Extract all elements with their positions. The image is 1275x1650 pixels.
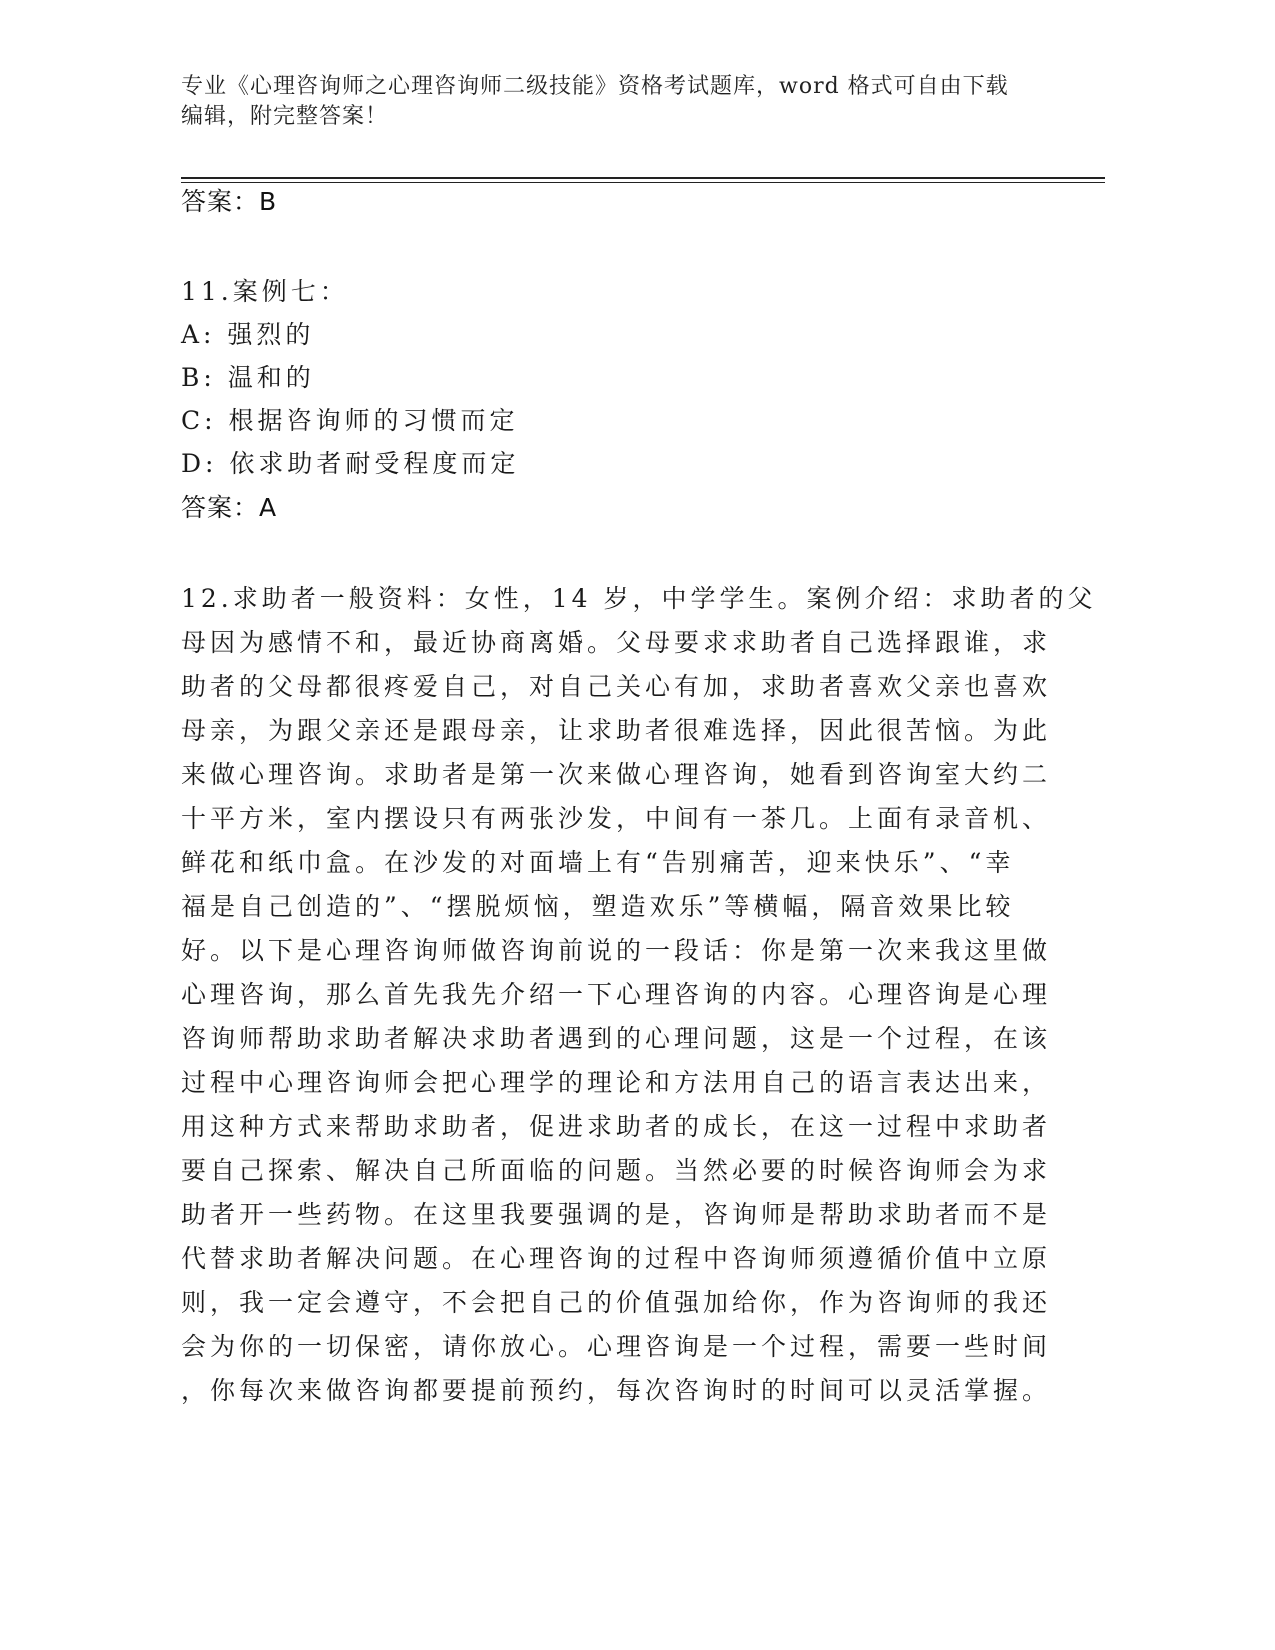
question-12-line: 咨询师帮助求助者解决求助者遇到的心理问题，这是一个过程，在该 bbox=[181, 1024, 1052, 1053]
question-11-option-a: A: 强烈的 bbox=[181, 320, 315, 349]
header-divider-thin bbox=[181, 182, 1105, 183]
header-line-2: 编辑，附完整答案！ bbox=[181, 104, 389, 129]
question-12-line: 心理咨询，那么首先我先介绍一下心理咨询的内容。心理咨询是心理 bbox=[181, 980, 1052, 1009]
question-12-line: 用这种方式来帮助求助者，促进求助者的成长，在这一过程中求助者 bbox=[181, 1112, 1052, 1141]
question-11-answer: 答案：A bbox=[181, 493, 278, 522]
header-line-1: 专业《心理咨询师之心理咨询师二级技能》资格考试题库，word 格式可自由下载 bbox=[181, 74, 1009, 99]
question-12-line: 母因为感情不和，最近协商离婚。父母要求求助者自己选择跟谁，求 bbox=[181, 628, 1052, 657]
question-12-line: 则，我一定会遵守，不会把自己的价值强加给你，作为咨询师的我还 bbox=[181, 1288, 1052, 1317]
question-12-line: 母亲，为跟父亲还是跟母亲，让求助者很难选择，因此很苦恼。为此 bbox=[181, 716, 1052, 745]
question-12-line: 助者开一些药物。在这里我要强调的是，咨询师是帮助求助者而不是 bbox=[181, 1200, 1052, 1229]
question-12-line: 过程中心理咨询师会把心理学的理论和方法用自己的语言表达出来， bbox=[181, 1068, 1052, 1097]
question-12-line: 来做心理咨询。求助者是第一次来做心理咨询，她看到咨询室大约二 bbox=[181, 760, 1052, 789]
question-12-line: 会为你的一切保密，请你放心。心理咨询是一个过程，需要一些时间 bbox=[181, 1332, 1052, 1361]
question-12-line: 十平方米，室内摆设只有两张沙发，中间有一茶几。上面有录音机、 bbox=[181, 804, 1052, 833]
previous-answer: 答案：B bbox=[181, 187, 278, 216]
question-12-line: 要自己探索、解决自己所面临的问题。当然必要的时候咨询师会为求 bbox=[181, 1156, 1052, 1185]
question-12-line: ，你每次来做咨询都要提前预约，每次咨询时的时间可以灵活掌握。 bbox=[181, 1376, 1052, 1405]
question-11-title: 11.案例七： bbox=[181, 277, 349, 306]
question-12-line: 代替求助者解决问题。在心理咨询的过程中咨询师须遵循价值中立原 bbox=[181, 1244, 1052, 1273]
page-header bbox=[181, 72, 1051, 132]
question-11-option-b: B: 温和的 bbox=[181, 363, 315, 392]
question-12-text bbox=[181, 577, 1097, 1413]
question-11-option-c: C: 根据咨询师的习惯而定 bbox=[181, 406, 519, 435]
question-12-line: 鲜花和纸巾盒。在沙发的对面墙上有“告别痛苦，迎来快乐”、“幸 bbox=[181, 848, 1015, 877]
question-12-line: 福是自己创造的”、“摆脱烦恼，塑造欢乐”等横幅，隔音效果比较 bbox=[181, 892, 1015, 921]
question-12-line: 12.求助者一般资料：女性，14 岁，中学学生。案例介绍：求助者的父 bbox=[181, 584, 1097, 613]
question-12-line: 好。以下是心理咨询师做咨询前说的一段话：你是第一次来我这里做 bbox=[181, 936, 1052, 965]
header-divider-thick bbox=[181, 177, 1105, 179]
question-12-line: 助者的父母都很疼爱自己，对自己关心有加，求助者喜欢父亲也喜欢 bbox=[181, 672, 1052, 701]
question-11-option-d: D: 依求助者耐受程度而定 bbox=[181, 449, 520, 478]
